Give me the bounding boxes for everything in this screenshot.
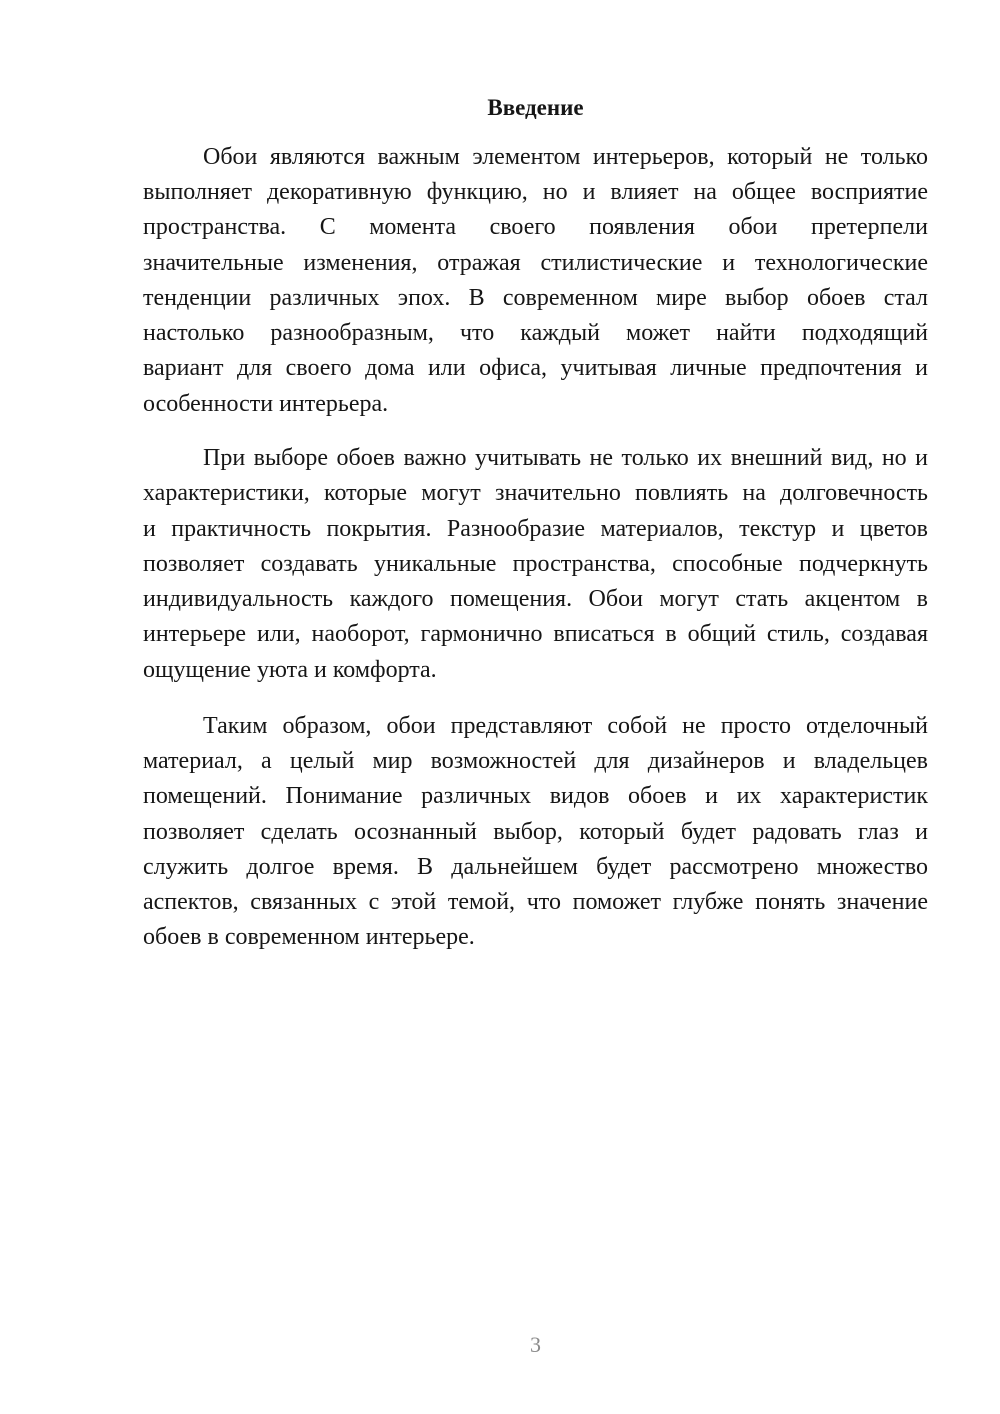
text-line: служить долгое время. В дальнейшем будет рассмотрено множество	[143, 853, 928, 880]
text-line: При выборе обоев важно учитывать не только их внешний вид, но и	[203, 445, 928, 472]
paragraph-2	[143, 441, 928, 688]
page-content	[143, 90, 928, 956]
text-line: и практичность покрытия. Разнообразие материалов, текстур и цветов	[143, 515, 928, 542]
text-line: материал, а целый мир возможностей для дизайнеров и владельцев	[143, 748, 928, 775]
text-line: выполняет декоративную функцию, но и влияет на общее восприятие	[143, 179, 928, 206]
text-line: значительные изменения, отражая стилистические и технологические	[143, 249, 928, 276]
text-line: аспектов, связанных с этой темой, что поможет глубже понять значение	[143, 889, 928, 916]
text-line: Таким образом, обои представляют собой не просто отделочный	[203, 712, 928, 739]
text-line: интерьере или, наоборот, гармонично вписаться в общий стиль, создавая	[143, 621, 928, 648]
text-line: позволяет сделать осознанный выбор, который будет радовать глаз и	[143, 818, 928, 845]
text-line: Обои являются важным элементом интерьеров, который не только	[203, 143, 928, 170]
text-line: тенденции различных эпох. В современном мире выбор обоев стал	[143, 284, 928, 311]
text-line: обоев в современном интерьере.	[143, 924, 475, 951]
paragraph-1	[143, 140, 928, 422]
text-line: настолько разнообразным, что каждый может найти подходящий	[143, 320, 928, 347]
text-line: вариант для своего дома или офиса, учитывая личные предпочтения и	[143, 355, 928, 382]
paragraph-3	[143, 709, 928, 956]
text-line: позволяет создавать уникальные пространства, способные подчеркнуть	[143, 550, 928, 577]
text-line: пространства. С момента своего появления обои претерпели	[143, 214, 928, 241]
text-line: характеристики, которые могут значительно повлиять на долговечность	[143, 480, 928, 507]
page-number: 3	[530, 1332, 541, 1357]
text-line: ощущение уюта и комфорта.	[143, 656, 437, 683]
text-line: особенности интерьера.	[143, 390, 389, 417]
text-line: помещений. Понимание различных видов обоев и их характеристик	[143, 783, 928, 810]
section-title: Введение	[487, 95, 584, 120]
text-line: индивидуальность каждого помещения. Обои могут стать акцентом в	[143, 586, 928, 613]
